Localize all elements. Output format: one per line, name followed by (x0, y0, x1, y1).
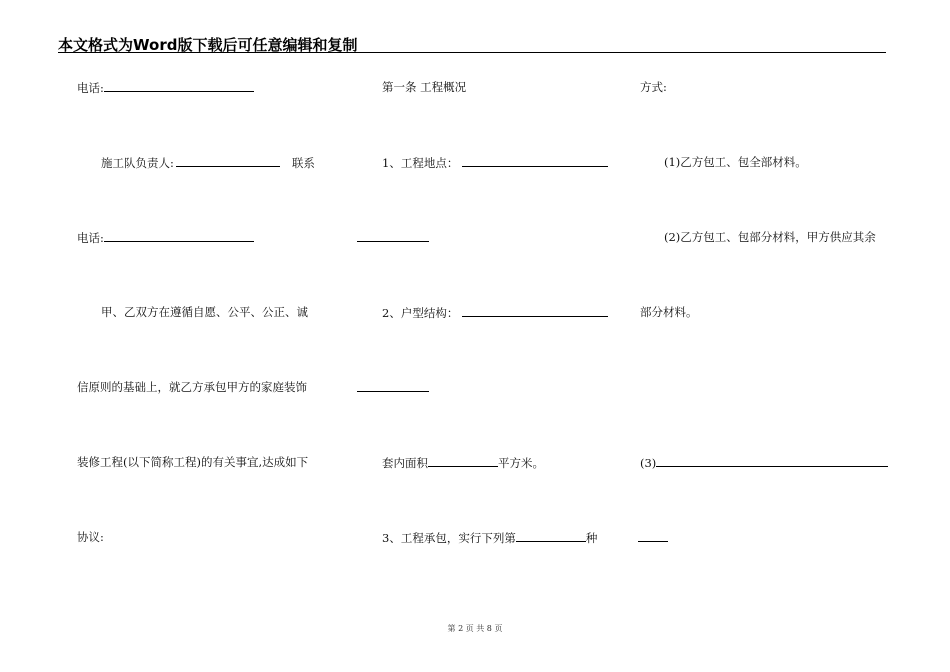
project-location-blank (462, 155, 608, 167)
header-divider (58, 52, 886, 53)
middle-line-5 (357, 380, 429, 395)
team-leader-blank (176, 155, 280, 167)
left-line-2 (101, 155, 315, 170)
middle-line-7 (382, 530, 597, 545)
project-location-label: 1、工程地点： (382, 156, 459, 170)
right-line-3: (2)乙方包工、包部分材料，甲方供应其余 (664, 230, 876, 244)
contract-method-suffix: 种 (585, 531, 598, 545)
left-line-4: 甲、乙双方在遵循自愿、公平、公正、诚 (101, 305, 308, 319)
page-header-title: 本文格式为Word版下载后可任意编辑和复制 (58, 36, 358, 54)
house-structure-blank (462, 305, 608, 317)
right-line-4: 部分材料。 (640, 305, 698, 319)
right-line-1: 方式: (640, 80, 667, 94)
contract-method-blank (516, 530, 586, 542)
inner-area-label: 套内面积 (382, 456, 428, 470)
left-line-1 (77, 80, 254, 95)
left-line-6: 装修工程(以下简称工程)的有关事宜,达成如下 (77, 455, 309, 469)
middle-line-1: 第一条 工程概况 (382, 80, 467, 94)
phone-blank-2 (104, 230, 254, 242)
left-line-5: 信原则的基础上，就乙方承包甲方的家庭装饰 (77, 380, 307, 394)
middle-line-6 (382, 455, 544, 470)
contact-label: 联系 (291, 156, 315, 170)
phone-label-2: 电话: (77, 231, 104, 245)
middle-line-3 (357, 230, 429, 245)
option-3-blank-cont (638, 530, 668, 542)
contract-method-label: 3、工程承包，实行下列第 (382, 531, 516, 545)
left-line-7: 协议: (77, 530, 104, 544)
middle-line-4 (382, 305, 608, 320)
square-meter-unit: 平方米。 (498, 456, 544, 470)
page-number: 第 2 页 共 8 页 (447, 624, 503, 633)
option-3-label: (3) (640, 456, 657, 470)
team-leader-label: 施工队负责人: (101, 156, 174, 170)
middle-line-2 (382, 155, 608, 170)
house-structure-blank-cont (357, 380, 429, 392)
right-line-6 (640, 455, 888, 470)
phone-blank (104, 80, 254, 92)
right-line-7 (638, 530, 668, 545)
phone-label: 电话: (77, 81, 104, 95)
left-line-3 (77, 230, 254, 245)
inner-area-blank (428, 455, 498, 467)
right-line-2: (1)乙方包工、包全部材料。 (664, 155, 807, 169)
option-3-blank (656, 455, 888, 467)
project-location-blank-cont (357, 230, 429, 242)
house-structure-label: 2、户型结构： (382, 306, 459, 320)
